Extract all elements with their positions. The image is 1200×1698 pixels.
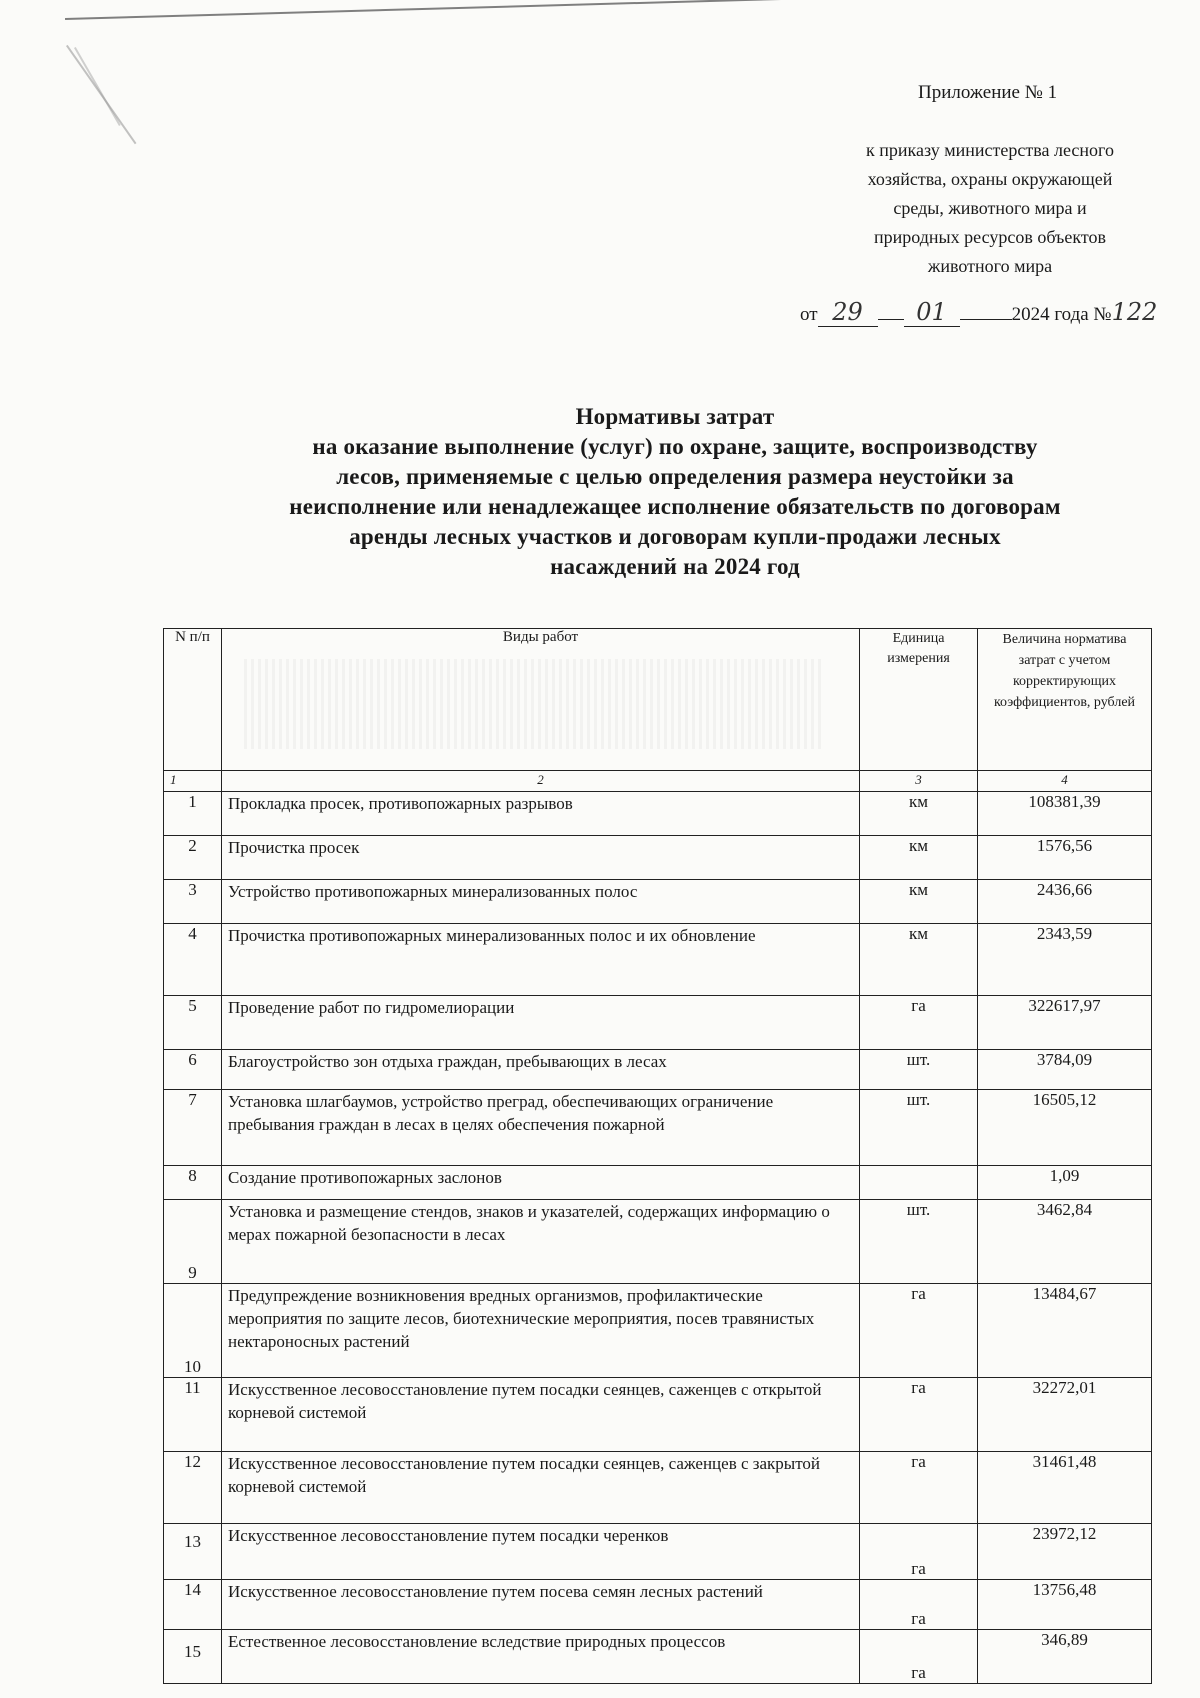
norm-value: 3784,09: [978, 1050, 1152, 1090]
order-date: [800, 298, 1157, 327]
table-row: [164, 792, 1152, 836]
annex-reference-line: среды, животного мира и: [893, 198, 1087, 218]
norm-value: 13484,67: [978, 1284, 1152, 1378]
annex-title: Приложение № 1: [918, 82, 1058, 103]
norm-value: 322617,97: [978, 996, 1152, 1050]
date-year-text: 2024 года №: [1011, 304, 1112, 325]
table-header-row: [164, 629, 1152, 771]
work-type: Предупреждение возникновения вредных организмов, профилактические мероприятия по защите лесов, биотехнические мероприятия, посев травянистых нектароносных растений: [222, 1284, 860, 1378]
title-line: неисполнение или ненадлежащее исполнение обязательств по договорам: [289, 494, 1061, 519]
norm-value: 32272,01: [978, 1378, 1152, 1452]
scan-corner-artifact: [74, 47, 121, 126]
work-type: Естественное лесовосстановление вследствие природных процессов: [222, 1630, 860, 1684]
column-index: 2: [222, 771, 860, 792]
table-row: [164, 1524, 1152, 1580]
row-number: 11: [164, 1378, 222, 1452]
work-type: Установка и размещение стендов, знаков и указателей, содержащих информацию о мерах пожарной безопасности в лесах: [222, 1200, 860, 1284]
unit: км: [860, 792, 978, 836]
unit: га: [860, 996, 978, 1050]
header-unit: Единица измерения: [860, 629, 978, 771]
scan-edge-artifact: [65, 0, 786, 48]
table-row: [164, 1284, 1152, 1378]
annex-reference-line: к приказу министерства лесного: [866, 140, 1114, 160]
unit: [860, 1166, 978, 1200]
norm-value: 346,89: [978, 1630, 1152, 1684]
table-row: [164, 924, 1152, 996]
row-number: 6: [164, 1050, 222, 1090]
title-line: Нормативы затрат: [575, 404, 775, 429]
unit: га: [860, 1452, 978, 1524]
work-type: Благоустройство зон отдыха граждан, пребывающих в лесах: [222, 1050, 860, 1090]
unit: шт.: [860, 1090, 978, 1166]
work-type: Прочистка просек: [222, 836, 860, 880]
cost-norms-table: [163, 628, 1152, 1684]
column-index: 3: [860, 771, 978, 792]
scan-smudge: [244, 659, 824, 749]
date-prefix: от: [800, 304, 818, 325]
norm-value: 1,09: [978, 1166, 1152, 1200]
work-type: Проведение работ по гидромелиорации: [222, 996, 860, 1050]
table-row: [164, 1050, 1152, 1090]
norm-value: 16505,12: [978, 1090, 1152, 1166]
work-type: Прокладка просек, противопожарных разрывов: [222, 792, 860, 836]
row-number: 12: [164, 1452, 222, 1524]
row-number: 9: [164, 1200, 222, 1284]
document-title: [230, 402, 1120, 582]
unit: га: [860, 1524, 978, 1580]
work-type: Устройство противопожарных минерализованных полос: [222, 880, 860, 924]
table-row: [164, 1630, 1152, 1684]
table-row: [164, 1580, 1152, 1630]
header-work-label: Виды работ: [502, 629, 579, 645]
title-line: на оказание выполнение (услуг) по охране, защите, воспроизводству: [312, 434, 1038, 459]
row-number: 13: [164, 1524, 222, 1580]
unit: км: [860, 836, 978, 880]
table-row: [164, 1452, 1152, 1524]
date-month-handwritten: 01: [916, 298, 947, 326]
header-value: Величина норматива затрат с учетом корректирующих коэффициентов, рублей: [978, 629, 1152, 771]
annex-reference-line: хозяйства, охраны окружающей: [867, 169, 1113, 189]
title-line: аренды лесных участков и договорам купли-продажи лесных: [349, 524, 1001, 549]
table-row: [164, 1378, 1152, 1452]
annex-reference-line: природных ресурсов объектов: [874, 227, 1106, 247]
table-row: [164, 880, 1152, 924]
unit: шт.: [860, 1200, 978, 1284]
norm-value: 2343,59: [978, 924, 1152, 996]
header-work: [222, 629, 860, 771]
norm-value: 108381,39: [978, 792, 1152, 836]
table-row: [164, 1166, 1152, 1200]
unit: км: [860, 880, 978, 924]
table-row: [164, 1090, 1152, 1166]
norm-value: 31461,48: [978, 1452, 1152, 1524]
norm-value: 1576,56: [978, 836, 1152, 880]
column-index: 1: [164, 771, 222, 792]
row-number: 14: [164, 1580, 222, 1630]
work-type: Искусственное лесовосстановление путем посева семян лесных растений: [222, 1580, 860, 1630]
row-number: 15: [164, 1630, 222, 1684]
unit: шт.: [860, 1050, 978, 1090]
row-number: 7: [164, 1090, 222, 1166]
column-index-row: [164, 771, 1152, 792]
header-num: N п/п: [164, 629, 222, 771]
title-line: насаждений на 2024 год: [550, 554, 800, 579]
annex-reference-line: животного мира: [927, 256, 1053, 276]
row-number: 4: [164, 924, 222, 996]
row-number: 8: [164, 1166, 222, 1200]
column-index: 4: [978, 771, 1152, 792]
unit: км: [860, 924, 978, 996]
norm-value: 3462,84: [978, 1200, 1152, 1284]
row-number: 5: [164, 996, 222, 1050]
date-day-handwritten: 29: [832, 298, 863, 326]
row-number: 1: [164, 792, 222, 836]
norm-value: 23972,12: [978, 1524, 1152, 1580]
title-line: лесов, применяемые с целью определения размера неустойки за: [336, 464, 1014, 489]
unit: га: [860, 1378, 978, 1452]
table-row: [164, 836, 1152, 880]
work-type: Искусственное лесовосстановление путем посадки сеянцев, саженцев с открытой корневой системой: [222, 1378, 860, 1452]
annex-reference: [830, 136, 1150, 281]
work-type: Искусственное лесовосстановление путем посадки черенков: [222, 1524, 860, 1580]
norm-value: 13756,48: [978, 1580, 1152, 1630]
row-number: 2: [164, 836, 222, 880]
unit: га: [860, 1580, 978, 1630]
work-type: Искусственное лесовосстановление путем посадки сеянцев, саженцев с закрытой корневой системой: [222, 1452, 860, 1524]
table-row: [164, 1200, 1152, 1284]
unit: га: [860, 1284, 978, 1378]
work-type: Прочистка противопожарных минерализованных полос и их обновление: [222, 924, 860, 996]
work-type: Установка шлагбаумов, устройство преград, обеспечивающих ограничение пребывания граждан в лесах в целях обеспечения пожарной: [222, 1090, 860, 1166]
order-number-handwritten: 122: [1111, 298, 1158, 326]
row-number: 3: [164, 880, 222, 924]
work-type: Создание противопожарных заслонов: [222, 1166, 860, 1200]
norm-value: 2436,66: [978, 880, 1152, 924]
unit: га: [860, 1630, 978, 1684]
table-row: [164, 996, 1152, 1050]
row-number: 10: [164, 1284, 222, 1378]
